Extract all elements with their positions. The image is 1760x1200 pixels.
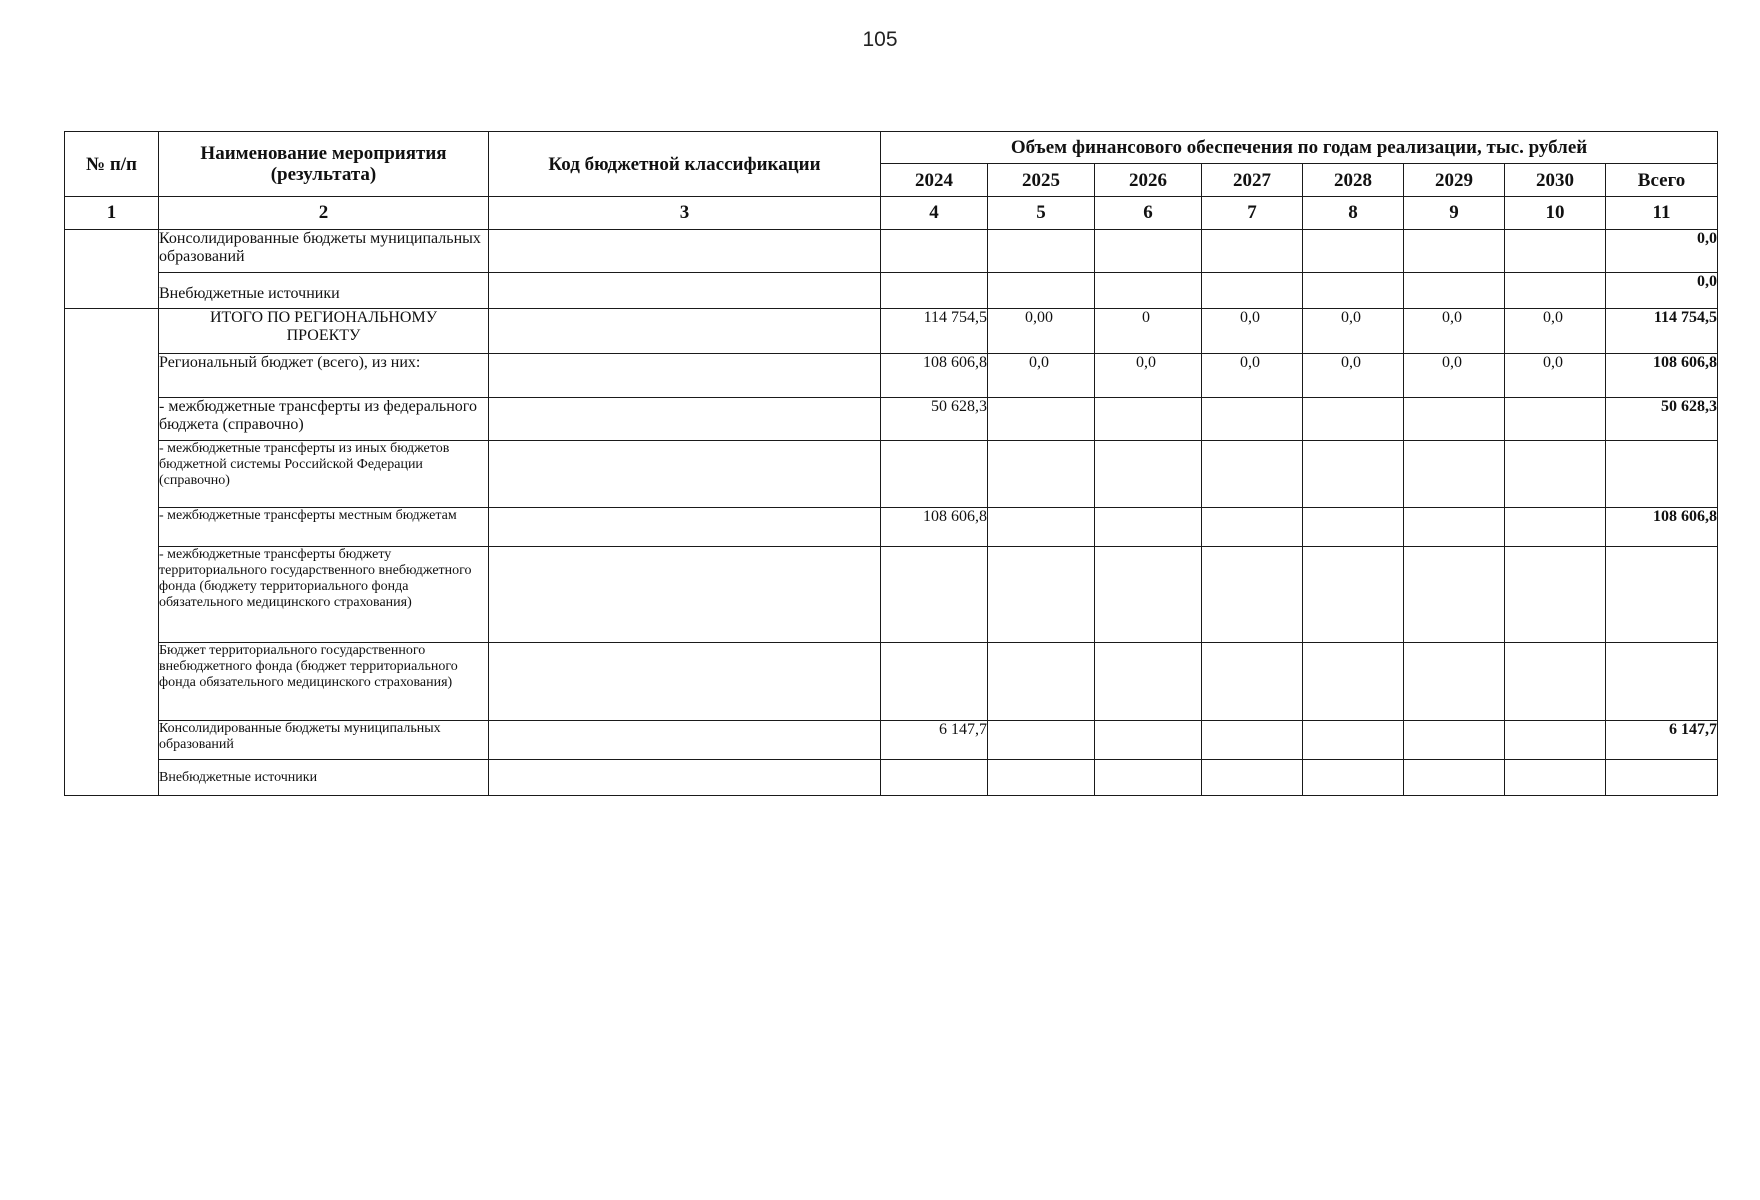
value-cell: [1404, 441, 1505, 508]
row-name: - межбюджетные трансферты из федерального бюджета (справочно): [159, 398, 489, 441]
total-cell: [1606, 547, 1718, 643]
value-cell: 0,0: [1505, 354, 1606, 398]
value-cell: [1303, 508, 1404, 547]
budget-code-cell: [489, 547, 881, 643]
row-number-cell: [65, 309, 159, 796]
value-cell: [1303, 273, 1404, 309]
header-year-total: Всего: [1606, 164, 1718, 197]
column-numbers-row: [65, 197, 1718, 230]
column-number: 2: [159, 197, 489, 230]
header-col-num: № п/п: [65, 132, 159, 197]
table-row: [65, 398, 1718, 441]
value-cell: [1505, 721, 1606, 760]
value-cell: [1095, 547, 1202, 643]
value-cell: [1095, 273, 1202, 309]
value-cell: [1505, 273, 1606, 309]
column-number: 8: [1303, 197, 1404, 230]
header-year: 2027: [1202, 164, 1303, 197]
column-number: 3: [489, 197, 881, 230]
value-cell: [1404, 547, 1505, 643]
value-cell: 108 606,8: [881, 508, 988, 547]
value-cell: [881, 230, 988, 273]
total-cell: 114 754,5: [1606, 309, 1718, 354]
value-cell: [1505, 398, 1606, 441]
value-cell: [1505, 760, 1606, 796]
value-cell: [1303, 643, 1404, 721]
value-cell: 0,0: [1303, 354, 1404, 398]
table-row: [65, 309, 1718, 354]
value-cell: 0,0: [988, 354, 1095, 398]
column-number: 11: [1606, 197, 1718, 230]
value-cell: [1202, 643, 1303, 721]
row-name: Внебюджетные источники: [159, 273, 489, 309]
budget-code-cell: [489, 643, 881, 721]
value-cell: [1095, 760, 1202, 796]
value-cell: [988, 441, 1095, 508]
budget-code-cell: [489, 230, 881, 273]
value-cell: [1202, 273, 1303, 309]
header-row-1: [65, 132, 1718, 164]
value-cell: [1095, 398, 1202, 441]
value-cell: 108 606,8: [881, 354, 988, 398]
value-cell: 0,0: [1505, 309, 1606, 354]
total-cell: 108 606,8: [1606, 354, 1718, 398]
value-cell: [988, 398, 1095, 441]
value-cell: [1202, 721, 1303, 760]
total-cell: [1606, 643, 1718, 721]
value-cell: 0,0: [1404, 309, 1505, 354]
page-number: 105: [862, 28, 898, 51]
total-cell: [1606, 441, 1718, 508]
value-cell: [988, 273, 1095, 309]
value-cell: [1202, 230, 1303, 273]
total-cell: 0,0: [1606, 230, 1718, 273]
budget-code-cell: [489, 398, 881, 441]
value-cell: [1095, 508, 1202, 547]
header-col-name: Наименование мероприятия (результата): [159, 132, 489, 197]
value-cell: [1505, 643, 1606, 721]
value-cell: 0,0: [1202, 309, 1303, 354]
column-number: 6: [1095, 197, 1202, 230]
column-number: 10: [1505, 197, 1606, 230]
table-row: [65, 508, 1718, 547]
value-cell: [881, 547, 988, 643]
table-row: [65, 643, 1718, 721]
row-name: Консолидированные бюджеты муниципальных образований: [159, 721, 489, 760]
value-cell: [988, 643, 1095, 721]
column-number: 4: [881, 197, 988, 230]
header-year: 2029: [1404, 164, 1505, 197]
total-cell: 6 147,7: [1606, 721, 1718, 760]
value-cell: 0,0: [1202, 354, 1303, 398]
value-cell: [1202, 508, 1303, 547]
value-cell: [1505, 230, 1606, 273]
value-cell: 0: [1095, 309, 1202, 354]
value-cell: [988, 721, 1095, 760]
value-cell: [1404, 273, 1505, 309]
budget-code-cell: [489, 441, 881, 508]
row-name: - межбюджетные трансферты из иных бюджетов бюджетной системы Российской Федерации (справочно): [159, 441, 489, 508]
value-cell: [1404, 721, 1505, 760]
value-cell: [1404, 230, 1505, 273]
table-row: [65, 354, 1718, 398]
value-cell: [1505, 441, 1606, 508]
value-cell: [1202, 547, 1303, 643]
table-row: [65, 760, 1718, 796]
total-cell: 108 606,8: [1606, 508, 1718, 547]
value-cell: 50 628,3: [881, 398, 988, 441]
value-cell: [1202, 760, 1303, 796]
total-cell: [1606, 760, 1718, 796]
row-name: Бюджет территориального государственного внебюджетного фонда (бюджет территориального фонда обязательного медицинского страхования): [159, 643, 489, 721]
row-number-cell: [65, 230, 159, 309]
header-year: 2028: [1303, 164, 1404, 197]
total-cell: 0,0: [1606, 273, 1718, 309]
value-cell: [1095, 441, 1202, 508]
row-name: - межбюджетные трансферты местным бюджетам: [159, 508, 489, 547]
value-cell: 6 147,7: [881, 721, 988, 760]
value-cell: [1095, 643, 1202, 721]
value-cell: [1095, 721, 1202, 760]
value-cell: 0,0: [1095, 354, 1202, 398]
row-name: Региональный бюджет (всего), из них:: [159, 354, 489, 398]
table-row: [65, 230, 1718, 273]
row-name: - межбюджетные трансферты бюджету территориального государственного внебюджетного фонда (бюджету территориального фонда обязательного медицинского страхования): [159, 547, 489, 643]
value-cell: [881, 643, 988, 721]
value-cell: [1202, 398, 1303, 441]
header-year: 2030: [1505, 164, 1606, 197]
value-cell: [1095, 230, 1202, 273]
header-col-group: Объем финансового обеспечения по годам реализации, тыс. рублей: [881, 132, 1718, 164]
value-cell: [1303, 230, 1404, 273]
table-row: [65, 721, 1718, 760]
column-number: 7: [1202, 197, 1303, 230]
value-cell: [1404, 508, 1505, 547]
value-cell: [1505, 508, 1606, 547]
column-number: 1: [65, 197, 159, 230]
budget-code-cell: [489, 273, 881, 309]
table-row: [65, 273, 1718, 309]
value-cell: [1404, 760, 1505, 796]
budget-code-cell: [489, 309, 881, 354]
value-cell: [881, 441, 988, 508]
table-row: [65, 547, 1718, 643]
value-cell: [1303, 721, 1404, 760]
value-cell: [1404, 398, 1505, 441]
value-cell: [881, 760, 988, 796]
value-cell: [988, 230, 1095, 273]
value-cell: 114 754,5: [881, 309, 988, 354]
value-cell: 0,00: [988, 309, 1095, 354]
column-number: 5: [988, 197, 1095, 230]
value-cell: [1505, 547, 1606, 643]
table-row: [65, 441, 1718, 508]
value-cell: [988, 760, 1095, 796]
row-name: Консолидированные бюджеты муниципальных образований: [159, 230, 489, 273]
total-cell: 50 628,3: [1606, 398, 1718, 441]
budget-code-cell: [489, 760, 881, 796]
value-cell: [1303, 441, 1404, 508]
header-year: 2026: [1095, 164, 1202, 197]
header-col-code: Код бюджетной классификации: [489, 132, 881, 197]
row-name: Внебюджетные источники: [159, 760, 489, 796]
value-cell: [1303, 547, 1404, 643]
budget-code-cell: [489, 721, 881, 760]
value-cell: [988, 508, 1095, 547]
column-number: 9: [1404, 197, 1505, 230]
value-cell: 0,0: [1404, 354, 1505, 398]
value-cell: [1303, 398, 1404, 441]
row-name: ИТОГО ПО РЕГИОНАЛЬНОМУ ПРОЕКТУ: [159, 309, 489, 354]
budget-code-cell: [489, 354, 881, 398]
value-cell: [1202, 441, 1303, 508]
value-cell: 0,0: [1303, 309, 1404, 354]
value-cell: [1404, 643, 1505, 721]
header-year: 2025: [988, 164, 1095, 197]
value-cell: [988, 547, 1095, 643]
financing-table: [64, 131, 1718, 796]
value-cell: [881, 273, 988, 309]
budget-code-cell: [489, 508, 881, 547]
header-year: 2024: [881, 164, 988, 197]
value-cell: [1303, 760, 1404, 796]
